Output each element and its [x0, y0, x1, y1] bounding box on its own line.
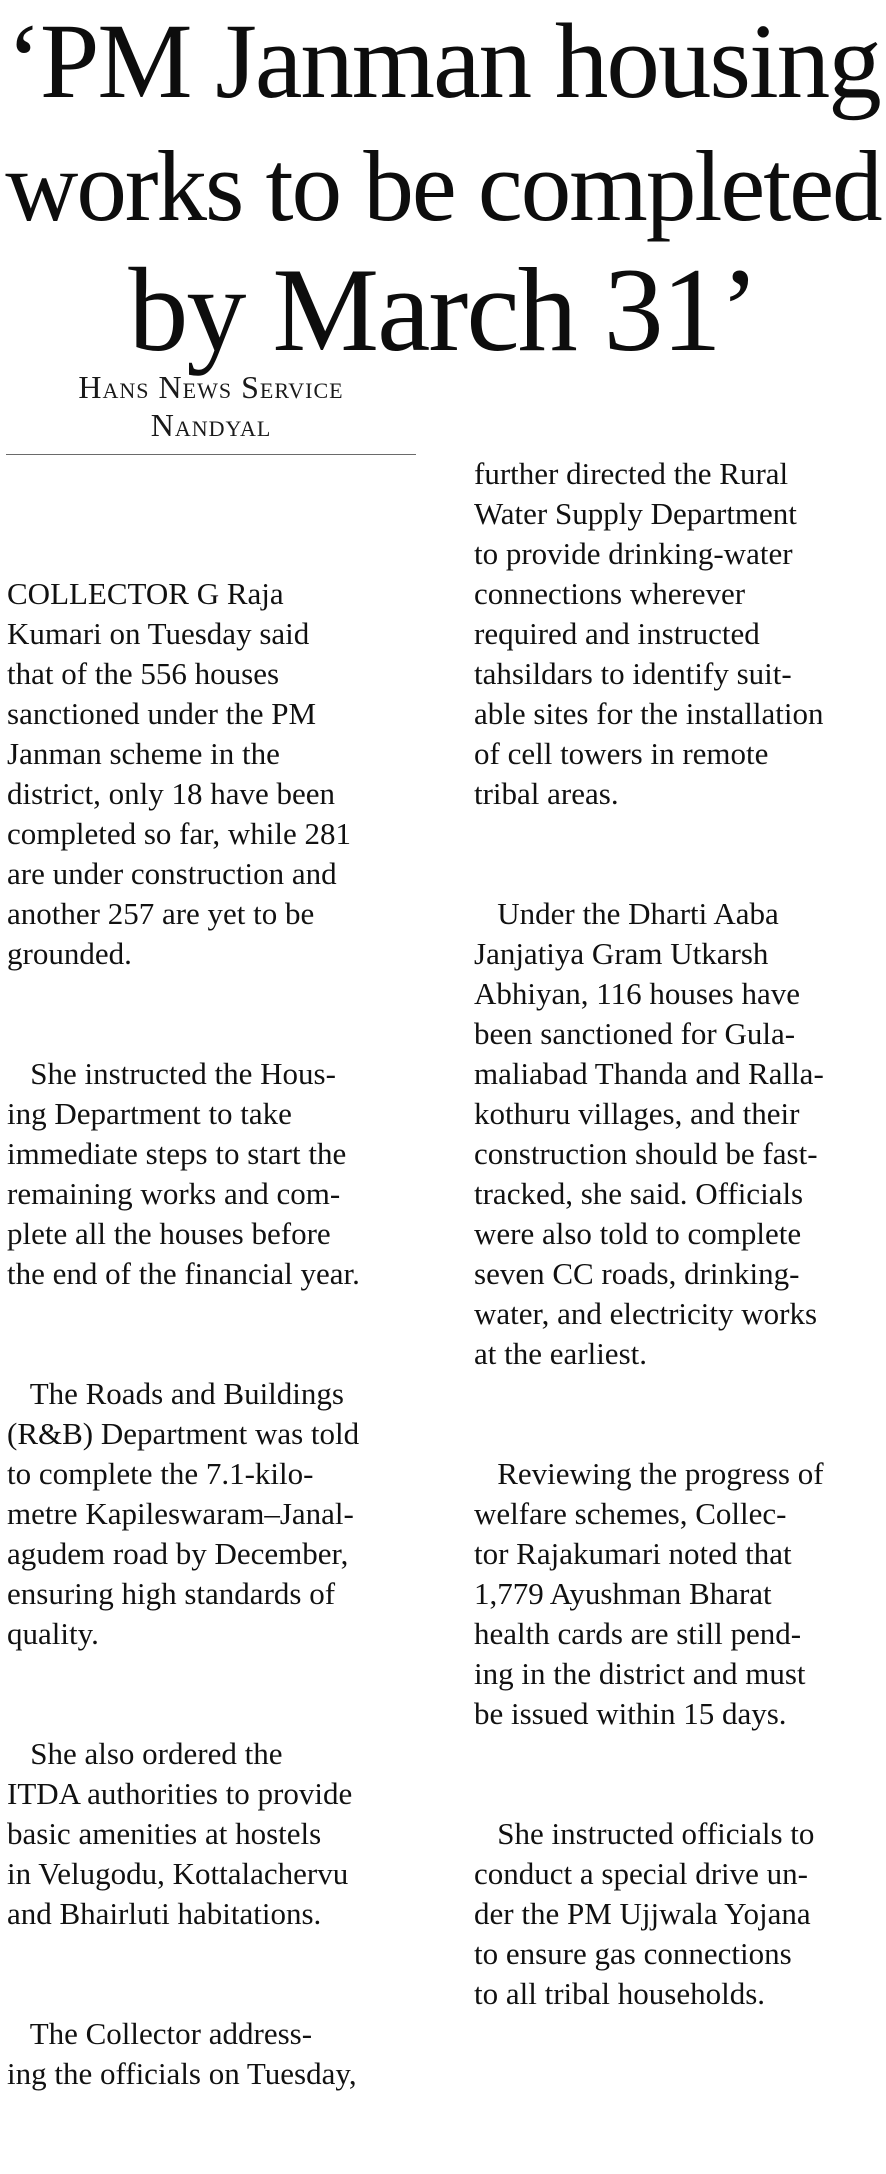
headline-line-2: works to be completed: [5, 130, 881, 242]
byline-location: Nandyal: [150, 407, 272, 443]
byline-service: Hans News Service: [78, 369, 344, 405]
article-column-2: [474, 374, 884, 2094]
paragraph: She also ordered the ITDA authorities to provide basic amenities at hostels in Velugodu, Kottalachervu and Bhairluti habitations.: [7, 1736, 353, 1931]
byline-divider: [6, 454, 416, 455]
paragraph: She instructed the Hous- ing Department to take immediate steps to start the remaining works and com- plete all the houses before the end of the financial year.: [7, 1056, 360, 1291]
byline: [6, 368, 416, 444]
paragraph: The Roads and Buildings (R&B) Department was told to complete the 7.1-kilo- metre Kapileswaram–Janal- agudem road by December, ensuring high standards of quality.: [7, 1376, 360, 1651]
headline-line-1: ‘PM Janman housing: [6, 3, 880, 121]
paragraph: She instructed officials to conduct a special drive un- der the PM Ujjwala Yojana to ensure gas connections to all tribal households.: [474, 1816, 815, 2011]
article-column-1: [7, 494, 419, 2174]
paragraph: Under the Dharti Aaba Janjatiya Gram Utkarsh Abhiyan, 116 houses have been sanctioned for Gula- maliabad Thanda and Ralla- kothuru villages, and their construction should be fast- tracked, she said. Officials were also told to complete seven CC roads, drinking- water, and electricity works at the earliest.: [474, 896, 824, 1371]
headline-line-3: by March 31’: [128, 243, 758, 376]
paragraph: Reviewing the progress of welfare schemes, Collec- tor Rajakumari noted that 1,779 Ayushman Bharat health cards are still pend- ing in the district and must be issued within 15 days.: [474, 1456, 824, 1731]
headline: [0, 0, 886, 376]
paragraph: COLLECTOR G Raja Kumari on Tuesday said that of the 556 houses sanctioned under the PM Janman scheme in the district, only 18 have been completed so far, while 281 are under construction and another 257 are yet to be grounded.: [7, 576, 351, 971]
paragraph: further directed the Rural Water Supply Department to provide drinking-water connections wherever required and instructed tahsildars to identify suit- able sites for the installation of cell towers in remote tribal areas.: [474, 456, 824, 811]
paragraph: The Collector address- ing the officials on Tuesday,: [7, 2016, 357, 2091]
